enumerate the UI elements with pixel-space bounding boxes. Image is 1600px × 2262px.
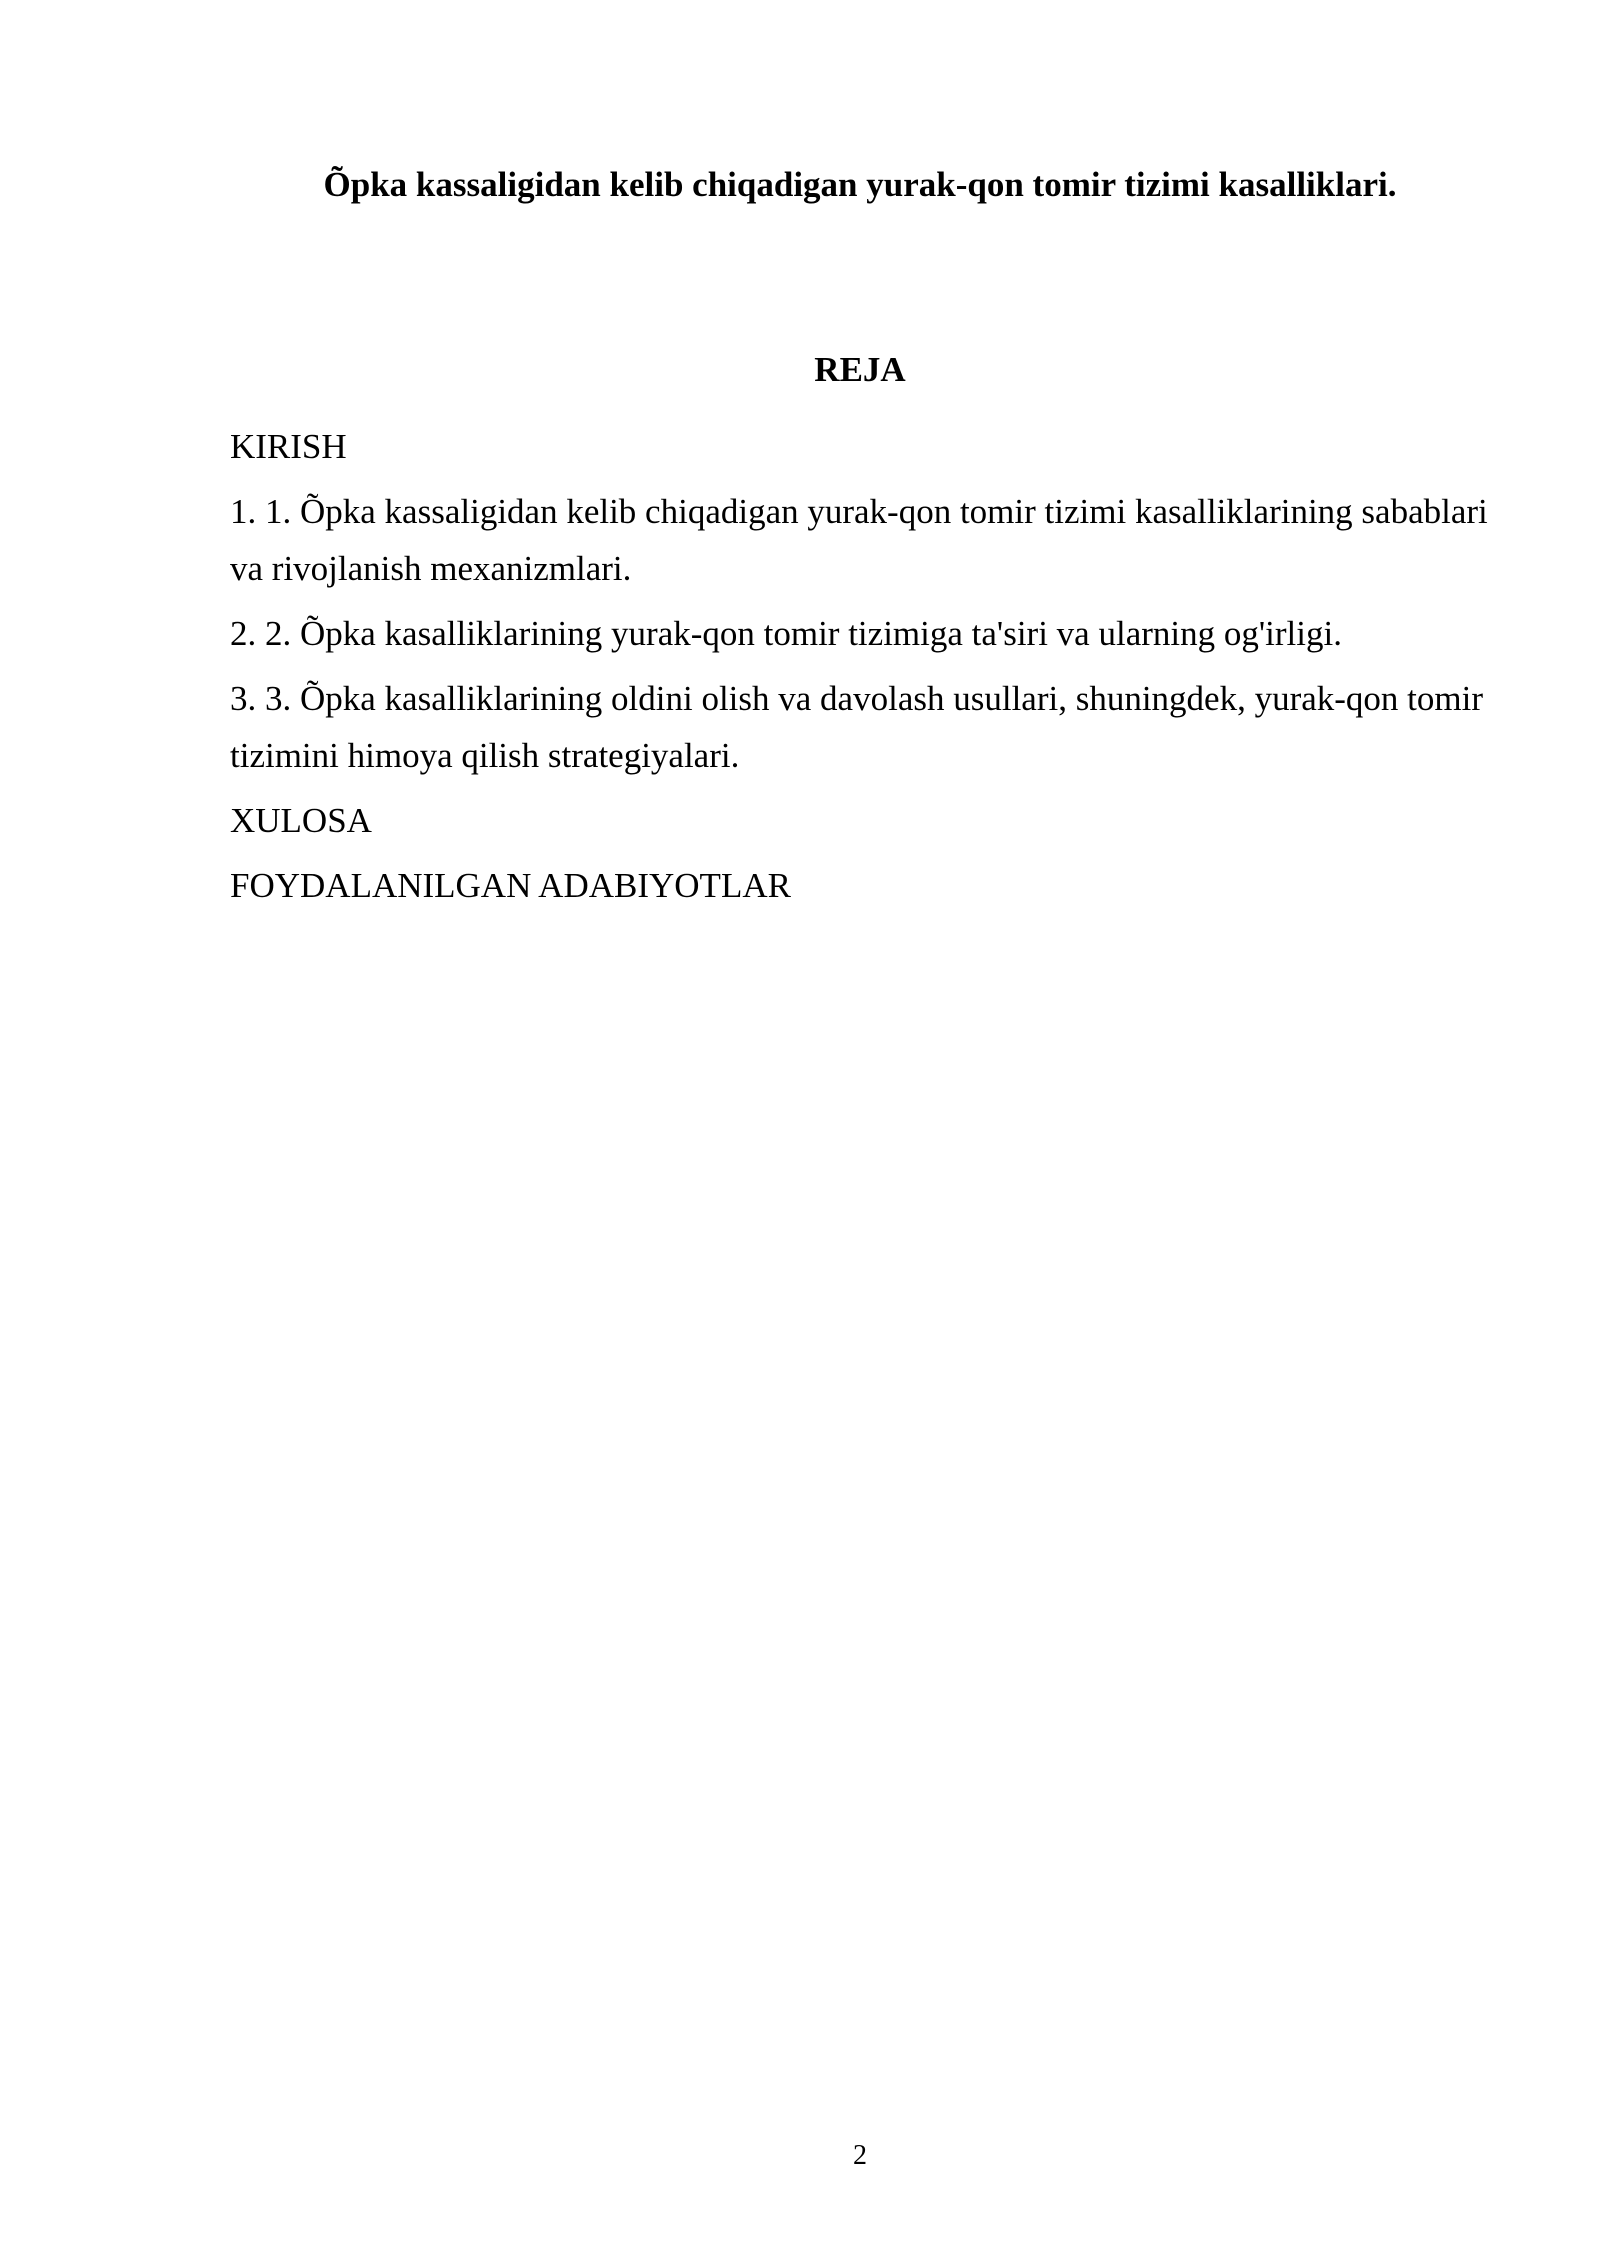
document-title: Õpka kassaligidan kelib chiqadigan yurak-qon tomir tizimi kasalliklari.: [323, 165, 1397, 204]
toc-entry-conclusion: XULOSA: [230, 801, 372, 840]
table-of-contents: [230, 418, 1520, 922]
toc-entry-introduction: KIRISH: [230, 427, 347, 466]
toc-entry-section-1: 1. 1. Õpka kassaligidan kelib chiqadigan yurak-qon tomir tizimi kasalliklarining sabablari va rivojlanish mexanizmlari.: [230, 492, 1488, 588]
toc-entry-section-3: 3. 3. Õpka kasalliklarining oldini olish va davolash usullari, shuningdek, yurak-qon tomir tizimini himoya qilish strategiyalari.: [230, 679, 1484, 775]
toc-entry-section-2: 2. 2. Õpka kasalliklarining yurak-qon tomir tizimiga ta'siri va ularning og'irligi.: [230, 614, 1342, 653]
toc-entry-references: FOYDALANILGAN ADABIYOTLAR: [230, 866, 791, 905]
page-number: 2: [853, 2140, 867, 2171]
plan-heading: REJA: [814, 350, 906, 389]
